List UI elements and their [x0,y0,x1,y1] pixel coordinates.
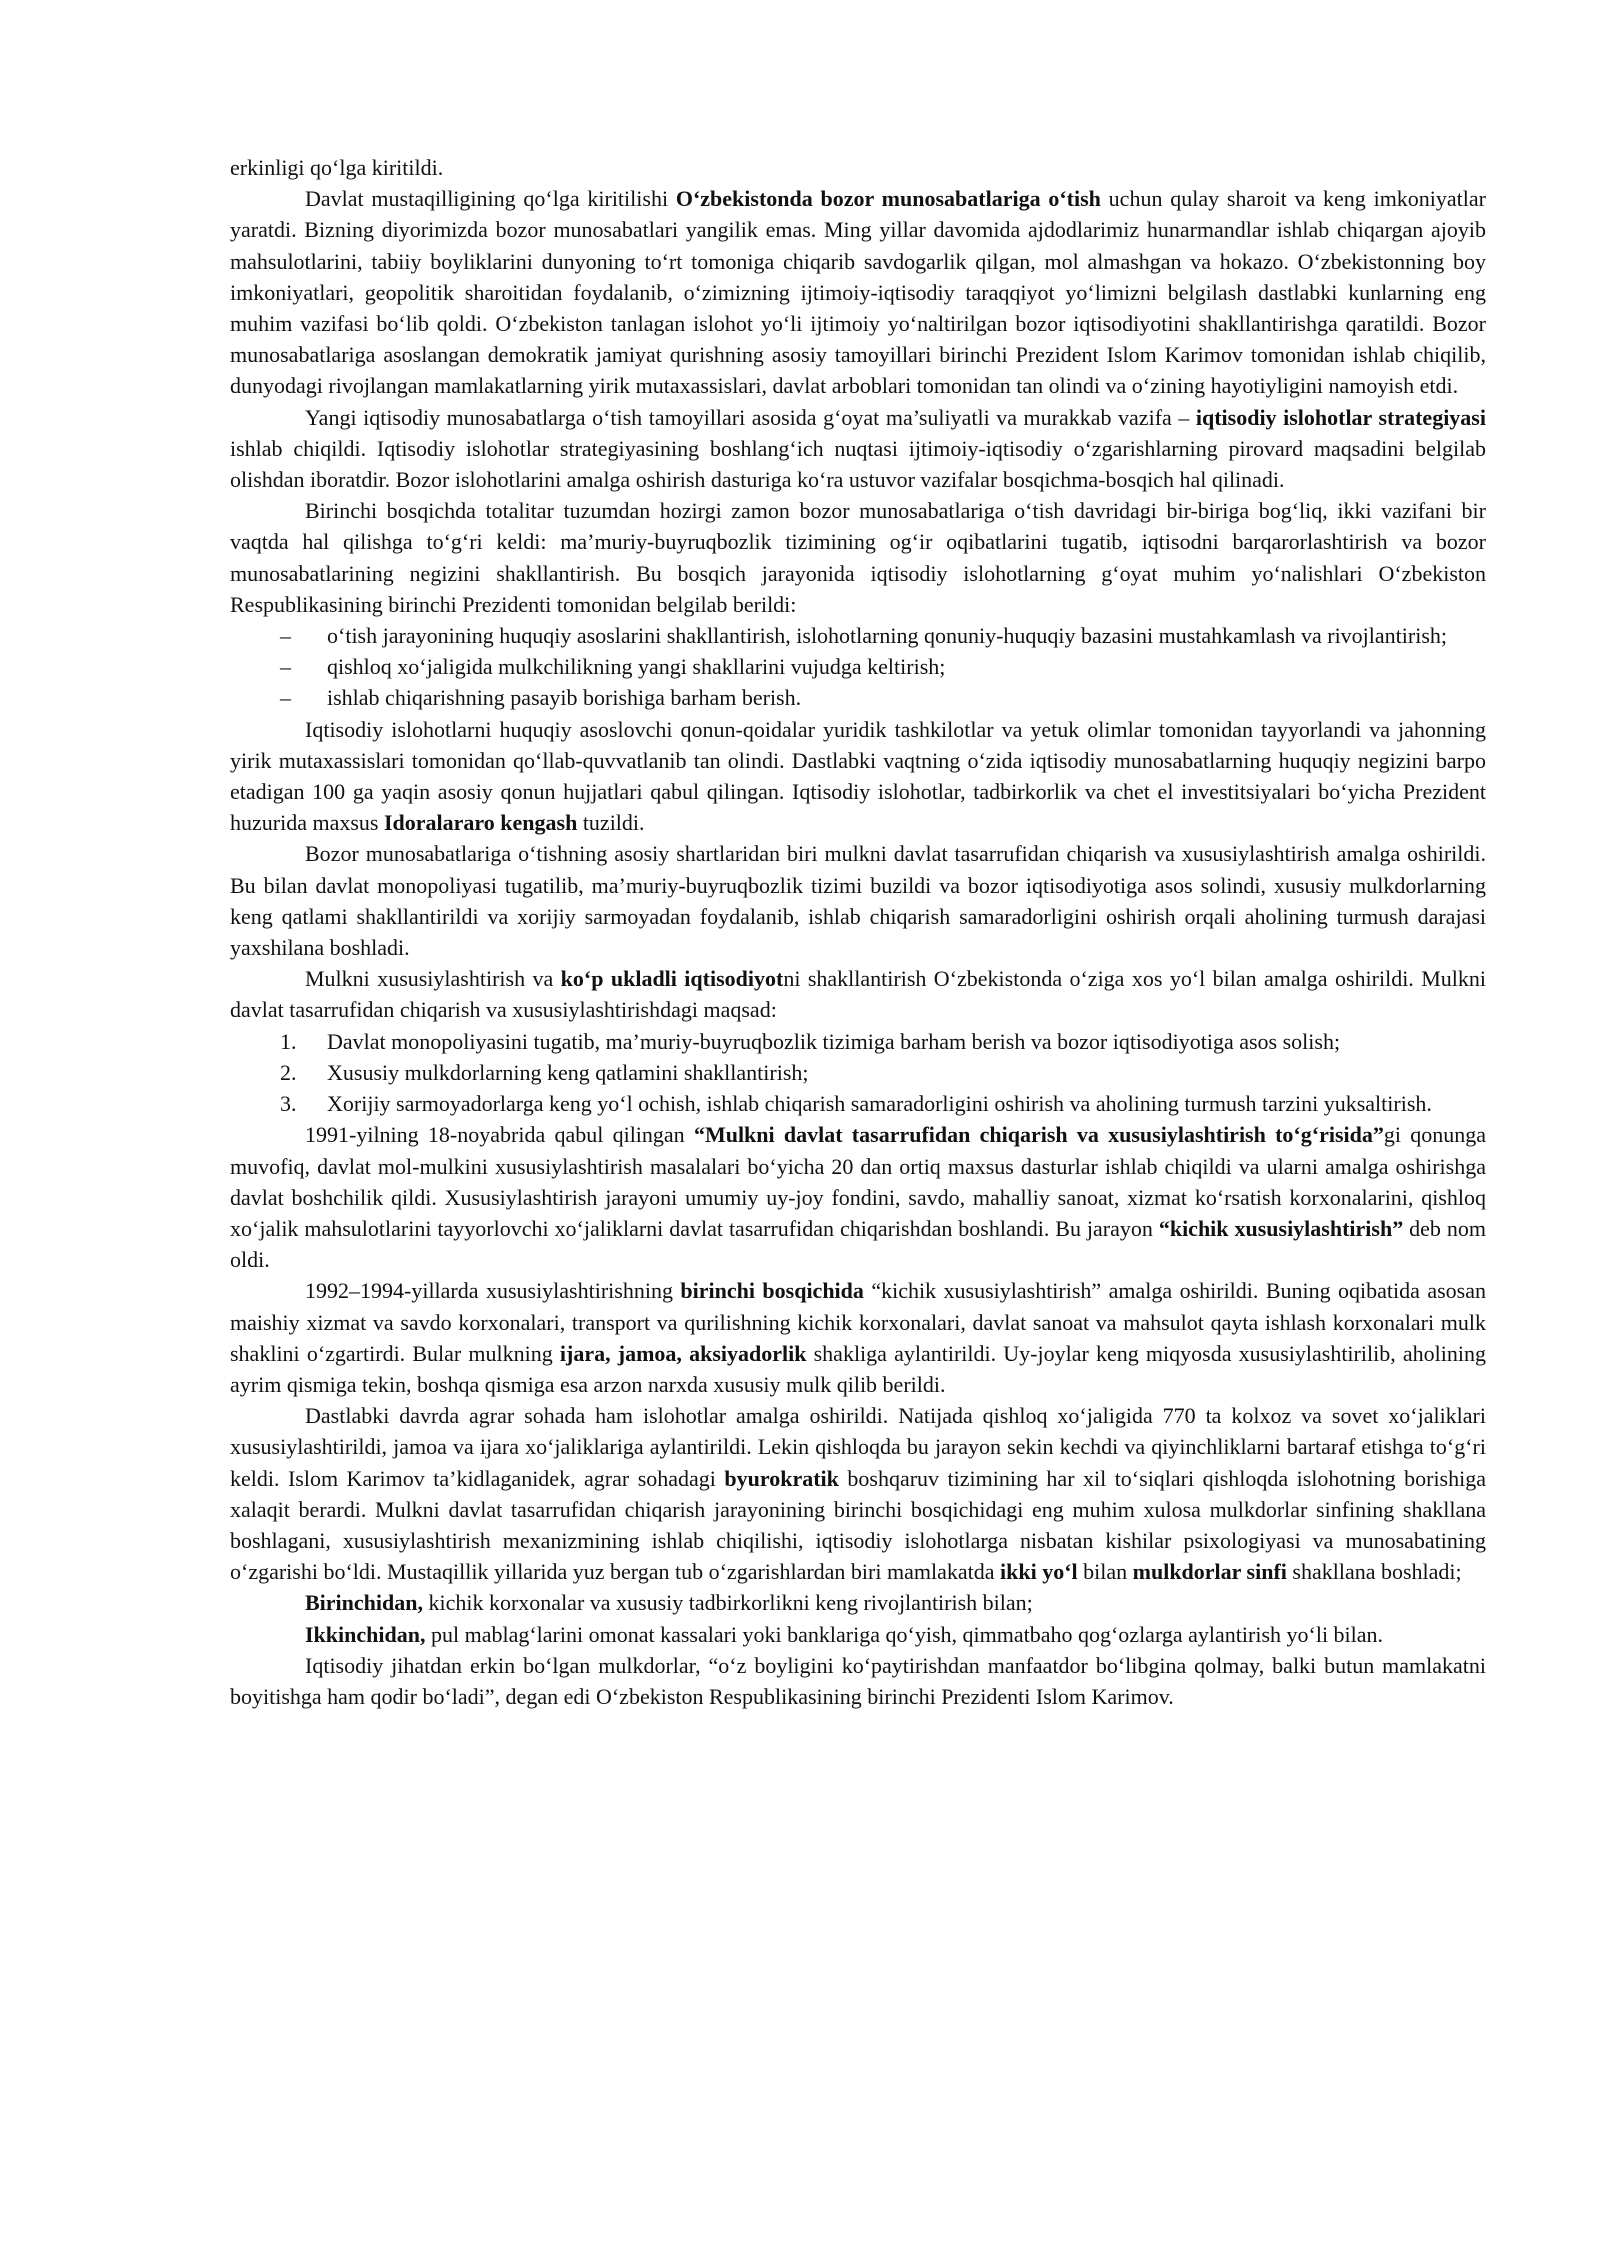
bold-term: iqtisodiy islohotlar strategiyasi [1195,404,1486,430]
bold-term: ko‘p ukladli iqtisodiyot [560,966,784,992]
paragraph-strategy: Yangi iqtisodiy munosabatlarga o‘tish tamoyillari asosida g‘oyat ma’suliyatli va murakkab vazifa – iqtisodiy islohotlar strategiyasi ishlab chiqildi. Iqtisodiy islohotlar strategiyasining boshlang‘ich nuqtasi ijtimoiy-iqtisodiy o‘zgarishlarning pirovard maqsadini belgilab olishdan iboratdir. Bozor islohotlarini amalga oshirish dasturiga ko‘ra ustuvor vazifalar bosqichma-bosqich hal qilinadi. [230,404,1486,493]
paragraph-legal-basis: Iqtisodiy islohotlarni huquqiy asoslovchi qonun-qoidalar yuridik tashkilotlar va yetuk olimlar tomonidan tayyorlandi va jahonning yirik mutaxassislari tomonidan qo‘llab-quvvatlanib tan olindi. Dastlabki vaqtning o‘zida iqtisodiy munosabatlarning huquqiy negizini barpo etadigan 100 ga yaqin asosiy qonun hujjatlari qabul qilingan. Iqtisodiy islohotlar, tadbirkorlik va chet el investitsiyalari bo‘yicha Prezident huzurida maxsus Idoralararo kengash tuzildi. [230,716,1486,836]
paragraph-first-stage: Birinchi bosqichda totalitar tuzumdan hozirgi zamon bozor munosabatlariga o‘tish davridagi bir-biriga bog‘liq, ikki vazifani bir vaqtda hal qilishga to‘g‘ri keldi: ma’muriy-buyruqbozlik tizimining og‘ir oqibatlarini tugatib, iqtisodni barqarorlashtirish va bozor munosabatlarining negizini shakllantirish. Bu bosqich jarayonida iqtisodiy islohotlarning g‘oyat muhim yo‘nalishlari O‘zbekiston Respublikasining birinchi Prezidenti tomonidan belgilab berildi: [230,498,1486,617]
paragraph-quote: Iqtisodiy jihatdan erkin bo‘lgan mulkdorlar, “o‘z boyligini ko‘paytirishdan manfaatdor bo‘libgina qolmay, balki butun mamlakatni boyitishga ham qodir bo‘ladi”, degan edi O‘zbekiston Respublikasining birinchi Prezidenti Islom Karimov. [230,1652,1486,1709]
paragraph-intro: erkinligi qo‘lga kiritildi. [230,155,444,180]
paragraph-secondly: Ikkinchidan, pul mablag‘larini omonat kassalari yoki banklariga qo‘yish, qimmatbaho qog‘ozlarga aylantirish yo‘li bilan. [305,1621,1384,1647]
bold-term: birinchi bosqichida [680,1278,864,1304]
list-item: 2. Xususiy mulkdorlarning keng qatlamini shakllantirish; [230,1057,1486,1088]
paragraph-privatization: Bozor munosabatlariga o‘tishning asosiy shartlaridan biri mulkni davlat tasarrufidan chiqarish va xususiylashtirish amalga oshirildi. Bu bilan davlat monopoliyasi tugatilib, ma’muriy-buyruqbozlik tizimi buzildi va bozor iqtisodiyotiga asos solindi, xususiy mulkdorlarning keng qatlami shakllantirildi va xorijiy sarmoyadan foydalanib, ishlab chiqarish samaradorligini oshirish orqali aholining turmush darajasi yaxshilana boshladi. [230,841,1486,961]
bold-term: ijara, jamoa, aksiyadorlik [559,1340,807,1366]
bold-term: O‘zbekistonda bozor munosabatlariga o‘tish [675,186,1101,212]
bold-term: mulkdorlar sinfi [1132,1559,1287,1585]
dash-marker: – [280,623,291,649]
list-number: 2. [280,1059,297,1085]
paragraph-firstly: Birinchidan, kichik korxonalar va xususiy tadbirkorlikni keng rivojlantirish bilan; [305,1590,1033,1616]
list-item: 3. Xorijiy sarmoyadorlarga keng yo‘l ochish, ishlab chiqarish samaradorligini oshirish va aholining turmush tarzini yuksaltirish. [230,1088,1486,1119]
bold-term: Idoralararo kengash [383,810,578,836]
numbered-list [230,1026,1486,1120]
paragraph-agrarian: Dastlabki davrda agrar sohada ham islohotlar amalga oshirildi. Natijada qishloq xo‘jaligida 770 ta kolxoz va sovet xo‘jaliklari xususiylashtirildi, jamoa va ijara xo‘jaliklariga aylantirildi. Lekin qishloqda bu jarayon sekin kechdi va qiyinchliklarni bartaraf etishga to‘g‘ri keldi. Islom Karimov ta’kidlaganidek, agrar sohadagi byurokratik boshqaruv tizimining har xil to‘siqlari qishloqda islohotning borishiga xalaqit berardi. Mulkni davlat tasarrufidan chiqarish jarayonining birinchi bosqichidagi eng muhim xulosa mulkdorlar sinfining shakllana boshlagani, xususiylashtirish mexanizmining ishlab chiqilishi, iqtisodiy islohotlarga nisbatan kishilar psixologiyasi va munosabatining o‘zgarishi bo‘ldi. Mustaqillik yillarida yuz bergan tub o‘zgarishlardan biri mamlakatda ikki yo‘l bilan mulkdorlar sinfi shakllana boshladi; [230,1403,1486,1585]
bold-term: byurokratik [724,1465,839,1491]
bold-term: “Mulkni davlat tasarrufidan chiqarish va xususiylashtirish to‘g‘risida” [693,1122,1384,1148]
paragraph-transition: Davlat mustaqilligining qo‘lga kiritilishi O‘zbekistonda bozor munosabatlariga o‘tish uchun qulay sharoit va keng imkoniyatlar yaratdi. Bizning diyorimizda bozor munosabatlari yangilik emas. Ming yillar davomida ajdodlarimiz hunarmandlar ishlab chiqargan ajoyib mahsulotlarini, tabiiy boyliklarini dunyoning to‘rt tomoniga chiqarib savdogarlik qilgan, mol almashgan va hokazo. O‘zbekistonning boy imkoniyatlari, geopolitik sharoitidan foydalanib, o‘zimizning ijtimoiy-iqtisodiy taraqqiyot yo‘limizni belgilash dastlabki kunlarning eng muhim vazifasi bo‘lib qoldi. O‘zbekiston tanlagan islohot yo‘li ijtimoiy yo‘naltirilgan bozor iqtisodiyotini shakllantirishga qaratildi. Bozor munosabatlariga asoslangan demokratik jamiyat qurishning asosiy tamoyillari birinchi Prezident Islom Karimov tomonidan ishlab chiqilib, dunyodagi rivojlangan mamlakatlarning yirik mutaxassislari, davlat arboblari tomonidan tan olindi va o‘zining hayotiyligini namoyish etdi. [230,186,1487,399]
dash-marker: – [280,654,291,680]
list-item: – ishlab chiqarishning pasayib borishiga barham berish. [230,682,1486,713]
bold-term: Birinchidan, [305,1590,423,1616]
paragraph-1992-1994: 1992–1994-yillarda xususiylashtirishning birinchi bosqichida “kichik xususiylashtirish” amalga oshirildi. Buning oqibatida asosan maishiy xizmat va savdo korxonalari, transport va qurilishning kichik korxonalari, davlat sanoat va mahsulot qayta ishlash korxonalari mulk shaklini o‘zgartirdi. Bular mulkning ijara, jamoa, aksiyadorlik shakliga aylantirildi. Uy-joylar keng miqyosda xususiylashtirilib, aholining ayrim qismiga tekin, boshqa qismiga esa arzon narxda xususiy mulk qilib berildi. [230,1278,1487,1397]
bold-term: Ikkinchidan, [305,1621,426,1647]
list-item: 1. Davlat monopoliyasini tugatib, ma’muriy-buyruqbozlik tizimiga barham berish va bozor iqtisodiyotiga asos solish; [230,1026,1486,1057]
list-number: 3. [280,1091,297,1117]
paragraph-multi-sector: Mulkni xususiylashtirish va ko‘p ukladli iqtisodiyotni shakllantirish O‘zbekistonda o‘ziga xos yo‘l bilan amalga oshirildi. Mulkni davlat tasarrufidan chiqarish va xususiylashtirishdagi maqsad: [230,966,1486,1023]
bold-term: ikki yo‘l [1000,1559,1078,1585]
list-item: – o‘tish jarayonining huquqiy asoslarini shakllantirish, islohotlarning qonuniy-huquqiy bazasini mustahkamlash va rivojlantirish; [230,620,1486,651]
bold-term: “kichik xususiylashtirish” [1158,1215,1404,1241]
dash-marker: – [280,685,291,711]
list-item: – qishloq xo‘jaligida mulkchilikning yangi shakllarini vujudga keltirish; [230,651,1486,682]
dash-list [230,620,1486,714]
list-number: 1. [280,1028,297,1054]
paragraph-law-1991: 1991-yilning 18-noyabrida qabul qilingan “Mulkni davlat tasarrufidan chiqarish va xususiylashtirish to‘g‘risida”gi qonunga muvofiq, davlat mol-mulkini xususiylashtirish masalalari bo‘yicha 20 dan ortiq maxsus dasturlar ishlab chiqildi va ularni amalga oshirishga davlat boshchilik qildi. Xususiylashtirish jarayoni umumiy uy-joy fondini, savdo, mahalliy sanoat, xizmat ko‘rsatish korxonalarini, qishloq xo‘jalik mahsulotlarini tayyorlovchi xo‘jaliklarni davlat tasarrufidan chiqarishdan boshlandi. Bu jarayon “kichik xususiylashtirish” deb nom oldi. [230,1122,1486,1273]
document-page [230,152,1486,1712]
